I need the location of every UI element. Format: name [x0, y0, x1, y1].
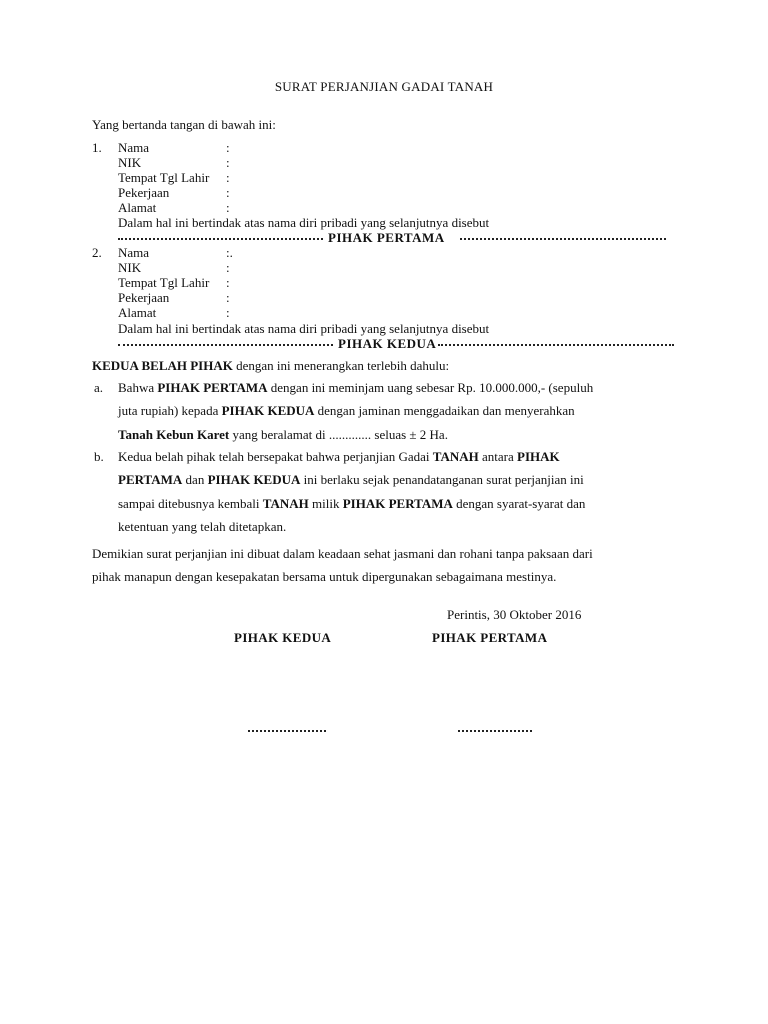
field-label: NIK [118, 155, 142, 170]
field-label: NIK [118, 260, 142, 275]
bold-term: Tanah Kebun Karet [118, 426, 230, 442]
party-two-statement: Dalam hal ini bertindak atas nama diri pribadi yang selanjutnya disebut [118, 321, 490, 336]
field-label: Nama [118, 245, 150, 260]
field-label: Tempat Tgl Lahir [118, 275, 210, 290]
bold-term: TANAH [432, 449, 479, 464]
bold-term: PERTAMA [118, 472, 183, 488]
field-colon: : [226, 305, 230, 320]
text-run: antara [478, 449, 517, 464]
item-line [118, 403, 575, 418]
signature-label-right: PIHAK PERTAMA [432, 630, 548, 645]
signature-label-left: PIHAK KEDUA [234, 630, 332, 645]
closing-line-2: pihak manapun dengan kesepakatan bersama untuk dipergunakan sebagaimana mestinya. [92, 569, 557, 584]
field-colon: : [226, 185, 230, 200]
bold-term: PIHAK KEDUA [207, 472, 301, 488]
dotted-leader [460, 238, 666, 240]
field-label: Alamat [118, 200, 157, 215]
item-line [118, 519, 286, 534]
item-marker: a. [94, 380, 104, 395]
field-colon: : [226, 290, 230, 305]
text-run: dengan jaminan menggadaikan dan menyerahkan [314, 403, 575, 419]
item-line [118, 449, 560, 464]
bold-term: PIHAK PERTAMA [342, 495, 453, 511]
text-run: dan [182, 472, 208, 488]
text-run: ketentuan yang telah ditetapkan. [118, 518, 287, 534]
document-title: SURAT PERJANJIAN GADAI TANAH [274, 79, 494, 94]
party-one-number: 1. [92, 140, 102, 155]
field-colon: : [226, 260, 230, 275]
field-label: Tempat Tgl Lahir [118, 170, 210, 185]
signature-line-left [248, 730, 326, 732]
bold-term: PIHAK KEDUA [221, 403, 315, 419]
item-line [118, 496, 585, 511]
dotted-leader [118, 238, 323, 240]
field-colon: :. [226, 245, 233, 260]
dotted-leader [118, 344, 333, 346]
field-label: Pekerjaan [118, 290, 170, 305]
field-colon: : [226, 275, 230, 290]
party-two-designation: PIHAK KEDUA [338, 336, 437, 351]
field-colon: : [226, 170, 230, 185]
party-one-designation: PIHAK PERTAMA [328, 230, 445, 245]
bold-term: TANAH [262, 495, 309, 511]
preamble-bold: KEDUA BELAH PIHAK [92, 358, 233, 373]
signature-line-right [458, 730, 532, 732]
preamble [92, 358, 449, 374]
text-run: yang beralamat di ............. seluas ± 2 Ha. [229, 426, 448, 442]
dotted-leader [438, 344, 674, 346]
party-two-number: 2. [92, 245, 102, 260]
field-label: Alamat [118, 305, 157, 320]
field-colon: : [226, 140, 230, 155]
item-line [118, 427, 448, 442]
text-run: dengan syarat-syarat dan [452, 495, 586, 511]
item-line [118, 380, 593, 395]
field-colon: : [226, 200, 230, 215]
party-one-statement: Dalam hal ini bertindak atas nama diri pribadi yang selanjutnya disebut [118, 215, 490, 230]
text-run: Bahwa [118, 380, 158, 395]
text-run: Kedua belah pihak telah bersepakat bahwa perjanjian Gadai [118, 449, 433, 464]
party-two-designation-line [118, 336, 674, 351]
bold-term: PIHAK [517, 449, 560, 464]
text-run: milik [308, 495, 343, 511]
item-line [118, 472, 584, 487]
party-one-designation-line [118, 230, 666, 245]
closing-line-1: Demikian surat perjanjian ini dibuat dalam keadaan sehat jasmani dan rohani tanpa paksaan dari [92, 546, 593, 561]
bold-term: PIHAK PERTAMA [157, 380, 268, 395]
intro-text: Yang bertanda tangan di bawah ini: [92, 117, 276, 132]
field-colon: : [226, 155, 230, 170]
preamble-rest: dengan ini menerangkan terlebih dahulu: [232, 358, 450, 373]
text-run: ini berlaku sejak penandatanganan surat perjanjian ini [300, 472, 584, 488]
item-marker: b. [94, 449, 104, 464]
text-run: dengan ini meminjam uang sebesar Rp. 10.000.000,- (sepuluh [267, 380, 594, 395]
field-label: Pekerjaan [118, 185, 170, 200]
text-run: sampai ditebusnya kembali [118, 495, 263, 511]
field-label: Nama [118, 140, 150, 155]
text-run: juta rupiah) kepada [118, 403, 222, 419]
place-date: Perintis, 30 Oktober 2016 [447, 607, 582, 622]
